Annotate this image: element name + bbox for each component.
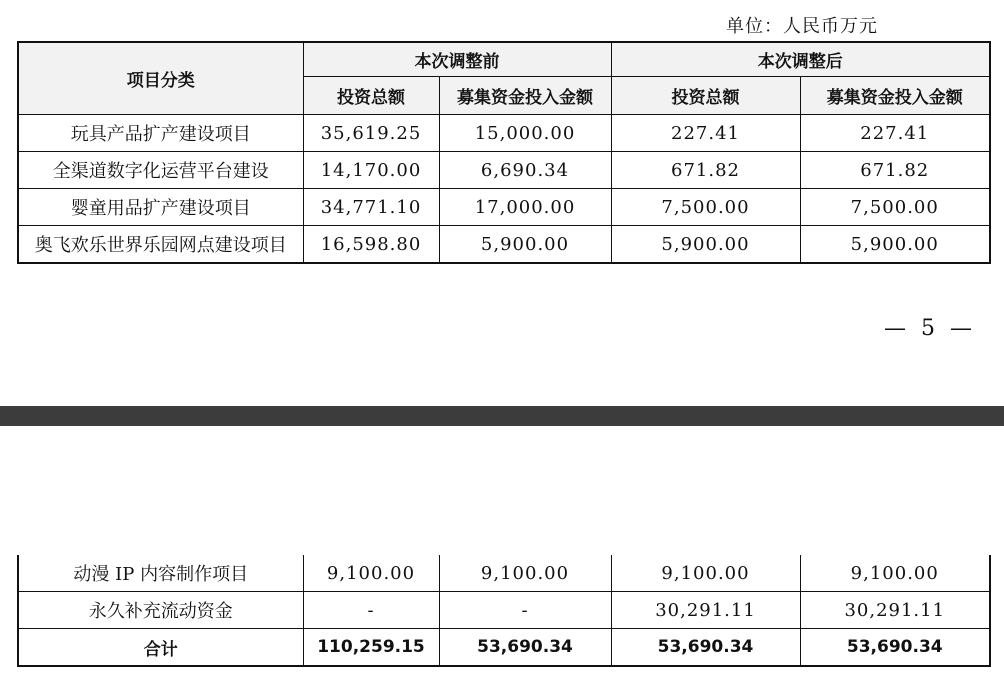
after-invest-total: 9,100.00 (611, 555, 800, 592)
header-category: 项目分类 (18, 42, 303, 115)
before-raised-funds: 5,900.00 (439, 226, 611, 264)
header-before-raised-funds: 募集资金投入金额 (439, 77, 611, 115)
table-row (18, 189, 990, 226)
project-name: 玩具产品扩产建设项目 (18, 115, 303, 152)
table-row (18, 592, 990, 629)
project-name: 全渠道数字化运营平台建设 (18, 152, 303, 189)
header-before-invest-total: 投资总额 (303, 77, 439, 115)
after-invest-total: 227.41 (611, 115, 800, 152)
before-raised-funds: 17,000.00 (439, 189, 611, 226)
before-invest-total: 16,598.80 (303, 226, 439, 264)
total-after-invest-total: 53,690.34 (611, 629, 800, 667)
after-invest-total: 30,291.11 (611, 592, 800, 629)
header-before: 本次调整前 (303, 42, 611, 77)
page-divider (0, 406, 1004, 426)
table-row (18, 152, 990, 189)
before-invest-total: 9,100.00 (303, 555, 439, 592)
before-invest-total: 34,771.10 (303, 189, 439, 226)
after-raised-funds: 227.41 (800, 115, 990, 152)
table-row (18, 115, 990, 152)
after-invest-total: 7,500.00 (611, 189, 800, 226)
header-after-raised-funds: 募集资金投入金额 (800, 77, 990, 115)
total-row (18, 629, 990, 667)
total-before-raised-funds: 53,690.34 (439, 629, 611, 667)
after-raised-funds: 7,500.00 (800, 189, 990, 226)
after-invest-total: 671.82 (611, 152, 800, 189)
table-row (18, 555, 990, 592)
project-name: 奥飞欢乐世界乐园网点建设项目 (18, 226, 303, 264)
page-number: — 5 — (884, 316, 976, 341)
total-after-raised-funds: 53,690.34 (800, 629, 990, 667)
before-invest-total: 35,619.25 (303, 115, 439, 152)
header-after: 本次调整后 (611, 42, 990, 77)
table-row (18, 226, 990, 264)
investment-table-page2 (17, 555, 991, 667)
after-raised-funds: 5,900.00 (800, 226, 990, 264)
before-raised-funds: 6,690.34 (439, 152, 611, 189)
project-name: 婴童用品扩产建设项目 (18, 189, 303, 226)
project-name: 动漫 IP 内容制作项目 (18, 555, 303, 592)
investment-table-page1 (17, 41, 991, 264)
after-raised-funds: 9,100.00 (800, 555, 990, 592)
after-raised-funds: 671.82 (800, 152, 990, 189)
total-label: 合计 (18, 629, 303, 667)
before-raised-funds: - (439, 592, 611, 629)
before-invest-total: 14,170.00 (303, 152, 439, 189)
total-before-invest-total: 110,259.15 (303, 629, 439, 667)
after-raised-funds: 30,291.11 (800, 592, 990, 629)
before-raised-funds: 15,000.00 (439, 115, 611, 152)
header-after-invest-total: 投资总额 (611, 77, 800, 115)
project-name: 永久补充流动资金 (18, 592, 303, 629)
before-invest-total: - (303, 592, 439, 629)
unit-label: 单位：人民币万元 (726, 16, 878, 37)
before-raised-funds: 9,100.00 (439, 555, 611, 592)
after-invest-total: 5,900.00 (611, 226, 800, 264)
